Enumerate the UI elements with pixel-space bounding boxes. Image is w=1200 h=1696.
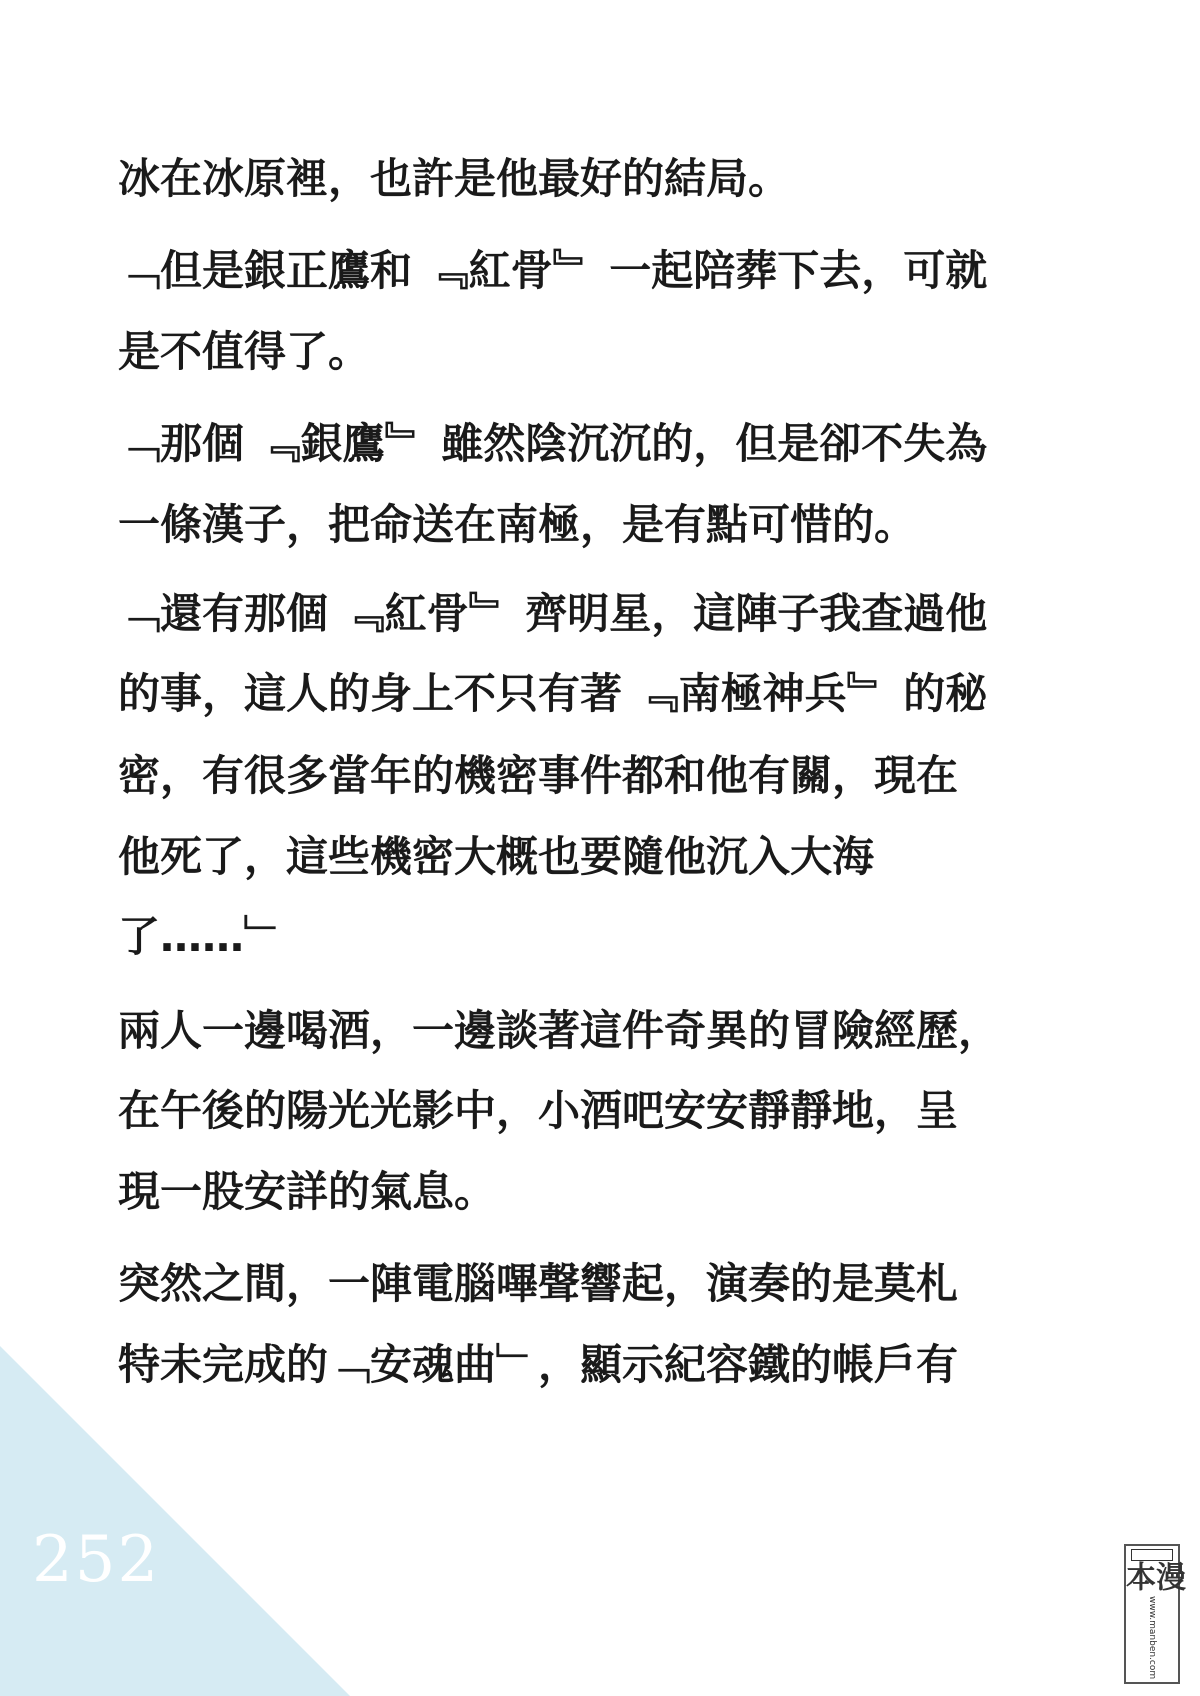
text-line: 的事，這人的身上不只有著 ﹃南極神兵﹄ 的秘 xyxy=(118,669,988,718)
text-line: 他死了，這些機密大概也要隨他沉入大海 xyxy=(118,832,875,881)
watermark-url: www.manben.com xyxy=(1147,1595,1157,1679)
watermark-logo xyxy=(1120,1544,1185,1684)
text-line: 密，有很多當年的機密事件都和他有關，現在 xyxy=(118,751,959,800)
text-line: 了……﹂ xyxy=(118,912,287,961)
text-line: ﹁那個 ﹃銀鷹﹄ 雖然陰沉沉的，但是卻不失為 xyxy=(118,419,988,468)
watermark-text: 漫本 xyxy=(1120,1561,1185,1592)
corner-decoration xyxy=(0,1346,350,1696)
text-line: 冰在冰原裡，也許是他最好的結局。 xyxy=(118,154,791,203)
text-line: ﹁還有那個 ﹃紅骨﹄ 齊明星，這陣子我查過他 xyxy=(118,589,988,638)
text-line: 突然之間，一陣電腦嗶聲響起，演奏的是莫札 xyxy=(118,1259,959,1308)
text-line: 一條漢子，把命送在南極，是有點可惜的。 xyxy=(118,500,917,549)
text-line: 是不值得了。 xyxy=(118,327,371,376)
text-line: 在午後的陽光光影中，小酒吧安安靜靜地，呈 xyxy=(118,1086,959,1135)
text-line: 兩人一邊喝酒，一邊談著這件奇異的冒險經歷， xyxy=(118,1006,1001,1055)
text-line: 特未完成的﹁安魂曲﹂，顯示紀容鐵的帳戶有 xyxy=(118,1340,959,1389)
text-line: ﹁但是銀正鷹和 ﹃紅骨﹄ 一起陪葬下去，可就 xyxy=(118,246,988,295)
page-number: 252 xyxy=(32,1523,161,1597)
watermark-badge xyxy=(1131,1549,1173,1561)
text-line: 現一股安詳的氣息。 xyxy=(118,1167,497,1216)
